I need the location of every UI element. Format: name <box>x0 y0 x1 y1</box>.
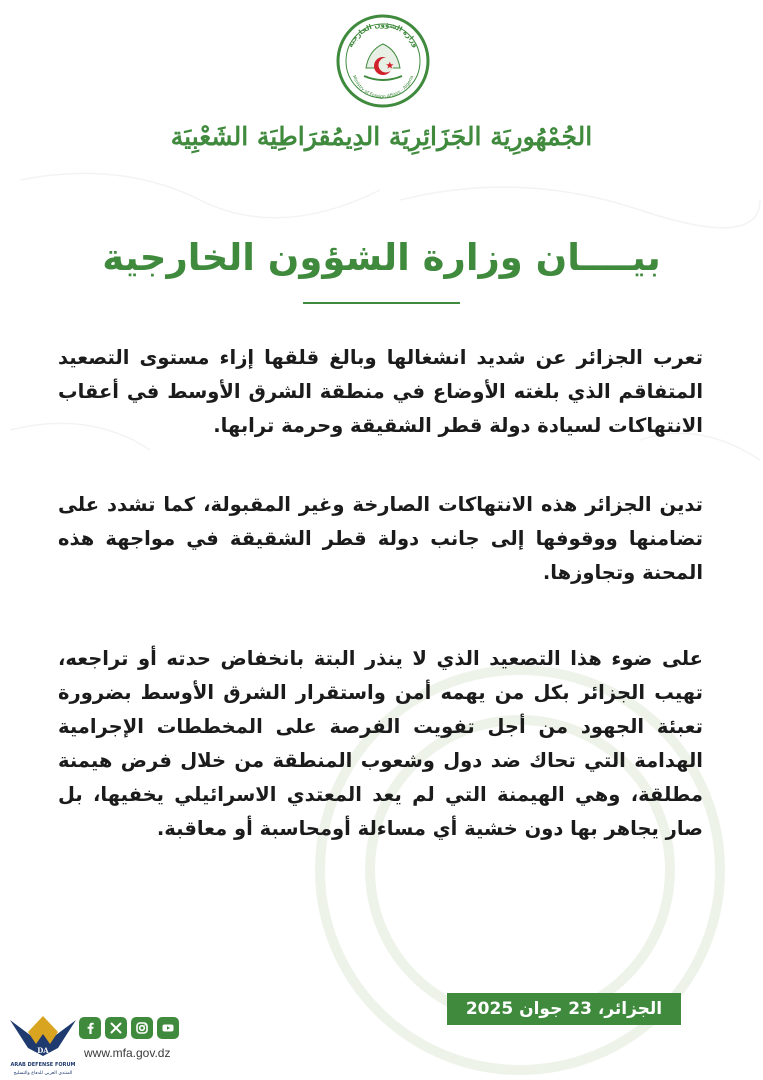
paragraph-1: تعرب الجزائر عن شديد انشغالها وبالغ قلقها إزاء مستوى التصعيد المتفاقم الذي بلغته الأوضاع في منطقة الشرق الأوسط في أعقاب الانتهاكات لسيادة دولة قطر الشقيقة وحرمة ترابها. <box>58 346 703 437</box>
svg-text:DA: DA <box>37 1046 49 1055</box>
ministry-emblem <box>336 14 430 108</box>
facebook-icon[interactable] <box>79 1017 101 1039</box>
emblem-ring-text-ar: وزارة الشؤون الخارجية <box>346 20 420 49</box>
republic-name: الجُمْهُورِيَة الجَزَائِرِيَة الدِيمُقرَاطِيَة الشَعْبِيَة <box>170 122 593 151</box>
paragraph-3: على ضوء هذا التصعيد الذي لا ينذر البتة بانخفاض حدته أو تراجعه، تهيب الجزائر بكل من يهمه أمن واستقرار الشرق الأوسط بضرورة تعبئة الجهود من أجل تفويت الفرصة على المخططات الإجرامية الهدامة التي تحاك ضد دول وشعوب المنطقة من خلال فرض هيمنة مطلقة، وهي الهيمنة التي لم يعد المعتدي الاسرائيلي يخفيها، بل صار يجاهر بها دون خشية أي مساءلة أومحاسبة أو معاقبة. <box>58 647 703 840</box>
svg-text:المنتدى العربي للدفاع والتسليح: المنتدى العربي للدفاع والتسليح <box>13 1071 73 1076</box>
arab-defense-forum-logo <box>6 1012 80 1078</box>
emblem-ring-text-en: Ministry of Foreign Affairs - Algeria <box>350 75 416 101</box>
website-link[interactable]: www.mfa.gov.dz <box>84 1046 171 1060</box>
youtube-icon[interactable] <box>157 1017 179 1039</box>
x-icon[interactable] <box>105 1017 127 1039</box>
statement-title: بيــــان وزارة الشؤون الخارجية <box>102 236 661 279</box>
instagram-icon[interactable] <box>131 1017 153 1039</box>
social-links <box>79 1017 179 1039</box>
date-badge: الجزائر، 23 جوان 2025 <box>447 993 681 1025</box>
title-divider <box>303 302 460 304</box>
svg-text:ARAB DEFENSE FORUM: ARAB DEFENSE FORUM <box>10 1062 76 1068</box>
paragraph-2: تدين الجزائر هذه الانتهاكات الصارخة وغير المقبولة، كما تشدد على تضامنها ووقوفها إلى جانب دولة قطر الشقيقة في مواجهة هذه المحنة وتجاوزها. <box>58 493 703 584</box>
